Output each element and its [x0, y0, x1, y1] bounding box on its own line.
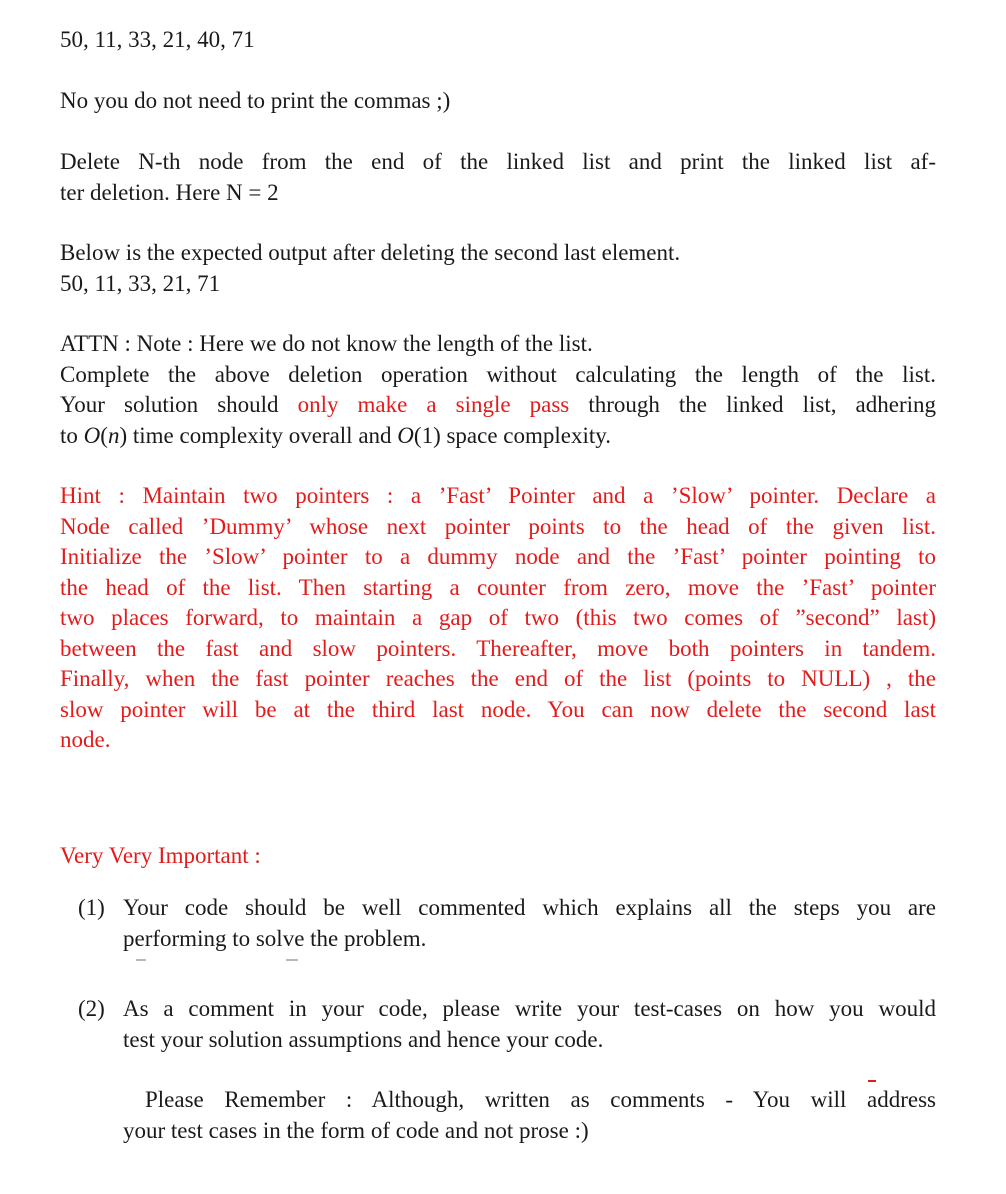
hint-line: two places forward, to maintain a gap of two (this two comes of ”second” last)	[60, 605, 936, 630]
requirement-line: performing to solve the problem.	[123, 925, 427, 951]
hint-line: between the fast and slow pointers. Thereafter, move both pointers in tandem.	[60, 635, 936, 661]
hint-line: the head of the list. Then starting a counter from zero, move the ’Fast’ pointer	[60, 574, 936, 600]
requirement-text	[123, 893, 936, 954]
hint-line: slow pointer will be at the third last node. You can now delete the second last	[60, 696, 936, 722]
requirement-number: (2)	[78, 996, 105, 1021]
expected-output-paragraph	[60, 238, 936, 299]
big-o-n-symbol: O	[83, 422, 101, 448]
attn-line-3-suffix: through the linked list, adhering	[569, 392, 936, 417]
attn-line-2-text: Complete the above deletion operation without calculating the length of the list.	[60, 361, 936, 387]
faint-mark	[136, 959, 146, 961]
attn-line-4	[60, 421, 936, 452]
task-line-2: ter deletion. Here N = 2	[60, 179, 279, 205]
list-values-line: 50, 11, 33, 21, 40, 71	[60, 27, 255, 52]
attn-line-2	[60, 360, 936, 391]
attn-line-1: ATTN : Note : Here we do not know the length of the list.	[60, 331, 593, 356]
hint-line: Hint : Maintain two pointers : a ’Fast’ Pointer and a ’Slow’ pointer. Declare a	[60, 483, 936, 508]
requirement-line: As a comment in your code, please write your test-cases on how you would	[123, 996, 936, 1021]
expected-intro: Below is the expected output after deleting the second last element.	[60, 240, 681, 265]
task-line-1: Delete N-th node from the end of the linked list and print the linked list af-	[60, 149, 936, 174]
remember-line-1: Please Remember : Although, written as comments - You will address	[145, 1087, 936, 1112]
requirement-item	[78, 994, 936, 1055]
remember-line-2: your test cases in the form of code and not prose :)	[123, 1117, 589, 1143]
attn-line-4-c: space complexity.	[440, 422, 612, 448]
task-paragraph	[60, 147, 936, 208]
attn-line-3	[60, 390, 936, 421]
hint-line: Initialize the ’Slow’ pointer to a dummy node and the ’Fast’ pointer pointing to	[60, 544, 936, 569]
requirement-line: Your code should be well commented which explains all the steps you are	[123, 895, 936, 920]
big-o-n-arg: (n)	[100, 422, 128, 448]
red-stray-mark	[868, 1080, 876, 1082]
hint-paragraph	[60, 481, 936, 756]
big-o-1-symbol: O	[397, 422, 414, 448]
attn-line-4-a: to	[60, 422, 84, 448]
expected-values: 50, 11, 33, 21, 71	[60, 270, 221, 296]
single-pass-highlight: only make a single pass	[297, 392, 570, 417]
requirement-text	[123, 994, 936, 1055]
requirement-line: test your solution assumptions and hence your code.	[123, 1026, 604, 1052]
big-o-1-arg: (1)	[413, 422, 441, 448]
requirement-item	[78, 893, 936, 954]
attn-paragraph	[60, 329, 936, 451]
hint-line: Finally, when the fast pointer reaches the end of the list (points to NULL) , the	[60, 666, 936, 691]
attn-line-4-b: time complexity overall and	[127, 422, 398, 448]
attn-line-3-prefix: Your solution should	[60, 392, 298, 417]
hint-line: node.	[60, 727, 111, 752]
requirement-number: (1)	[78, 895, 105, 920]
commas-note: No you do not need to print the commas ;)	[60, 88, 451, 113]
remember-note	[123, 1085, 936, 1146]
hint-line: Node called ’Dummy’ whose next pointer points to the head of the given list.	[60, 513, 936, 539]
faint-mark	[286, 959, 298, 961]
important-heading: Very Very Important :	[60, 843, 261, 868]
